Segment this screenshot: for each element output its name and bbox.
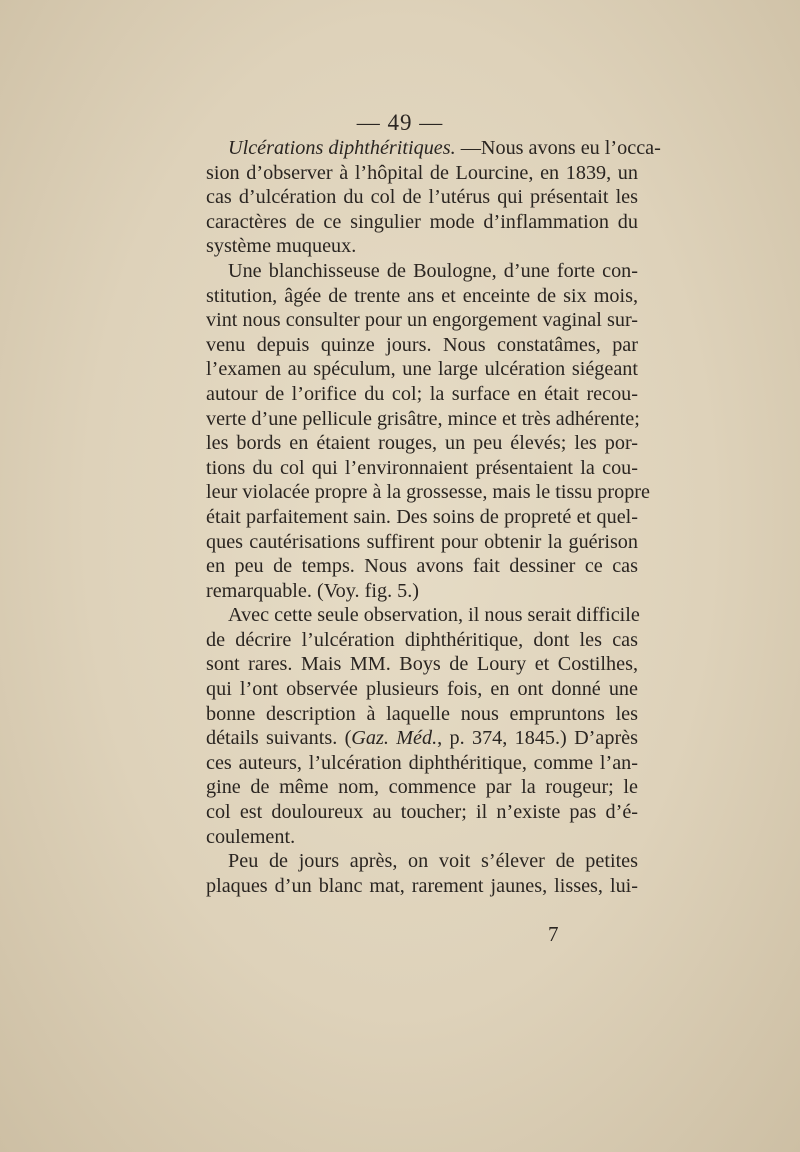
text-line-14: tions du col qui l’environnaient présentaient la cou- xyxy=(206,456,638,479)
text-line-4: caractères de ce singulier mode d’inflammation du xyxy=(206,210,638,233)
body-text xyxy=(206,136,661,898)
text-line-22: sont rares. Mais MM. Boys de Loury et Costilhes, xyxy=(206,653,638,676)
text-line-20: Avec cette seule observation, il nous serait difficile xyxy=(228,604,640,627)
text-line-12: verte d’une pellicule grisâtre, mince et très adhérente; xyxy=(206,407,640,430)
text-line-1: Ulcérations diphthéritiques. —Nous avons eu l’occa- xyxy=(228,137,661,159)
text-line-10: l’examen au spéculum, une large ulcération siégeant xyxy=(206,358,638,381)
text-line-7: stitution, âgée de trente ans et enceinte de six mois, xyxy=(206,284,638,307)
text-line-23: qui l’ont observée plusieurs fois, en ont donné une xyxy=(206,678,638,701)
text-line-11: autour de l’orifice du col; la surface en était recou- xyxy=(206,382,638,405)
text-line-6: Une blanchisseuse de Boulogne, d’une forte con- xyxy=(228,259,638,282)
text-line-30: Peu de jours après, on voit s’élever de petites xyxy=(228,850,638,873)
text-line-15: leur violacée propre à la grossesse, mais le tissu propre xyxy=(206,481,650,504)
text-line-18: en peu de temps. Nous avons fait dessiner ce cas xyxy=(206,555,638,578)
section-heading: Ulcérations diphthéritiques. xyxy=(228,137,456,159)
text-line-5: système muqueux. xyxy=(206,235,357,258)
text-line-13: les bords en étaient rouges, un peu élevés; les por- xyxy=(206,432,638,455)
text-line-21: de décrire l’ulcération diphthéritique, dont les cas xyxy=(206,628,638,651)
text-line-16: était parfaitement sain. Des soins de propreté et quel- xyxy=(206,505,638,528)
text-line-3: cas d’ulcération du col de l’utérus qui présentait les xyxy=(206,186,638,209)
signature-mark: 7 xyxy=(548,922,559,946)
text-line-9: venu depuis quinze jours. Nous constatâmes, par xyxy=(206,333,638,356)
text-line-8: vint nous consulter pour un engorgement vaginal sur- xyxy=(206,309,638,332)
citation-title: Gaz. Méd. xyxy=(351,727,438,750)
text-line-24: bonne description à laquelle nous empruntons les xyxy=(206,702,638,725)
text-line-28: col est douloureux au toucher; il n’existe pas d’é- xyxy=(206,801,638,824)
text-line-25: détails suivants. (Gaz. Méd., p. 374, 1845.) D’après xyxy=(206,727,638,750)
text-line-17: ques cautérisations suffirent pour obtenir la guérison xyxy=(206,530,638,553)
page-number: — 49 — xyxy=(356,110,444,135)
text-line-19: remarquable. (Voy. fig. 5.) xyxy=(206,579,420,602)
text-line-2: sion d’observer à l’hôpital de Lourcine, en 1839, un xyxy=(206,161,638,184)
text-line-26: ces auteurs, l’ulcération diphthéritique, comme l’an- xyxy=(206,751,638,774)
text-line-31: plaques d’un blanc mat, rarement jaunes, lisses, lui- xyxy=(206,874,638,897)
text-line-29: coulement. xyxy=(206,825,296,848)
text-line-27: gine de même nom, commence par la rougeur; le xyxy=(206,776,638,799)
